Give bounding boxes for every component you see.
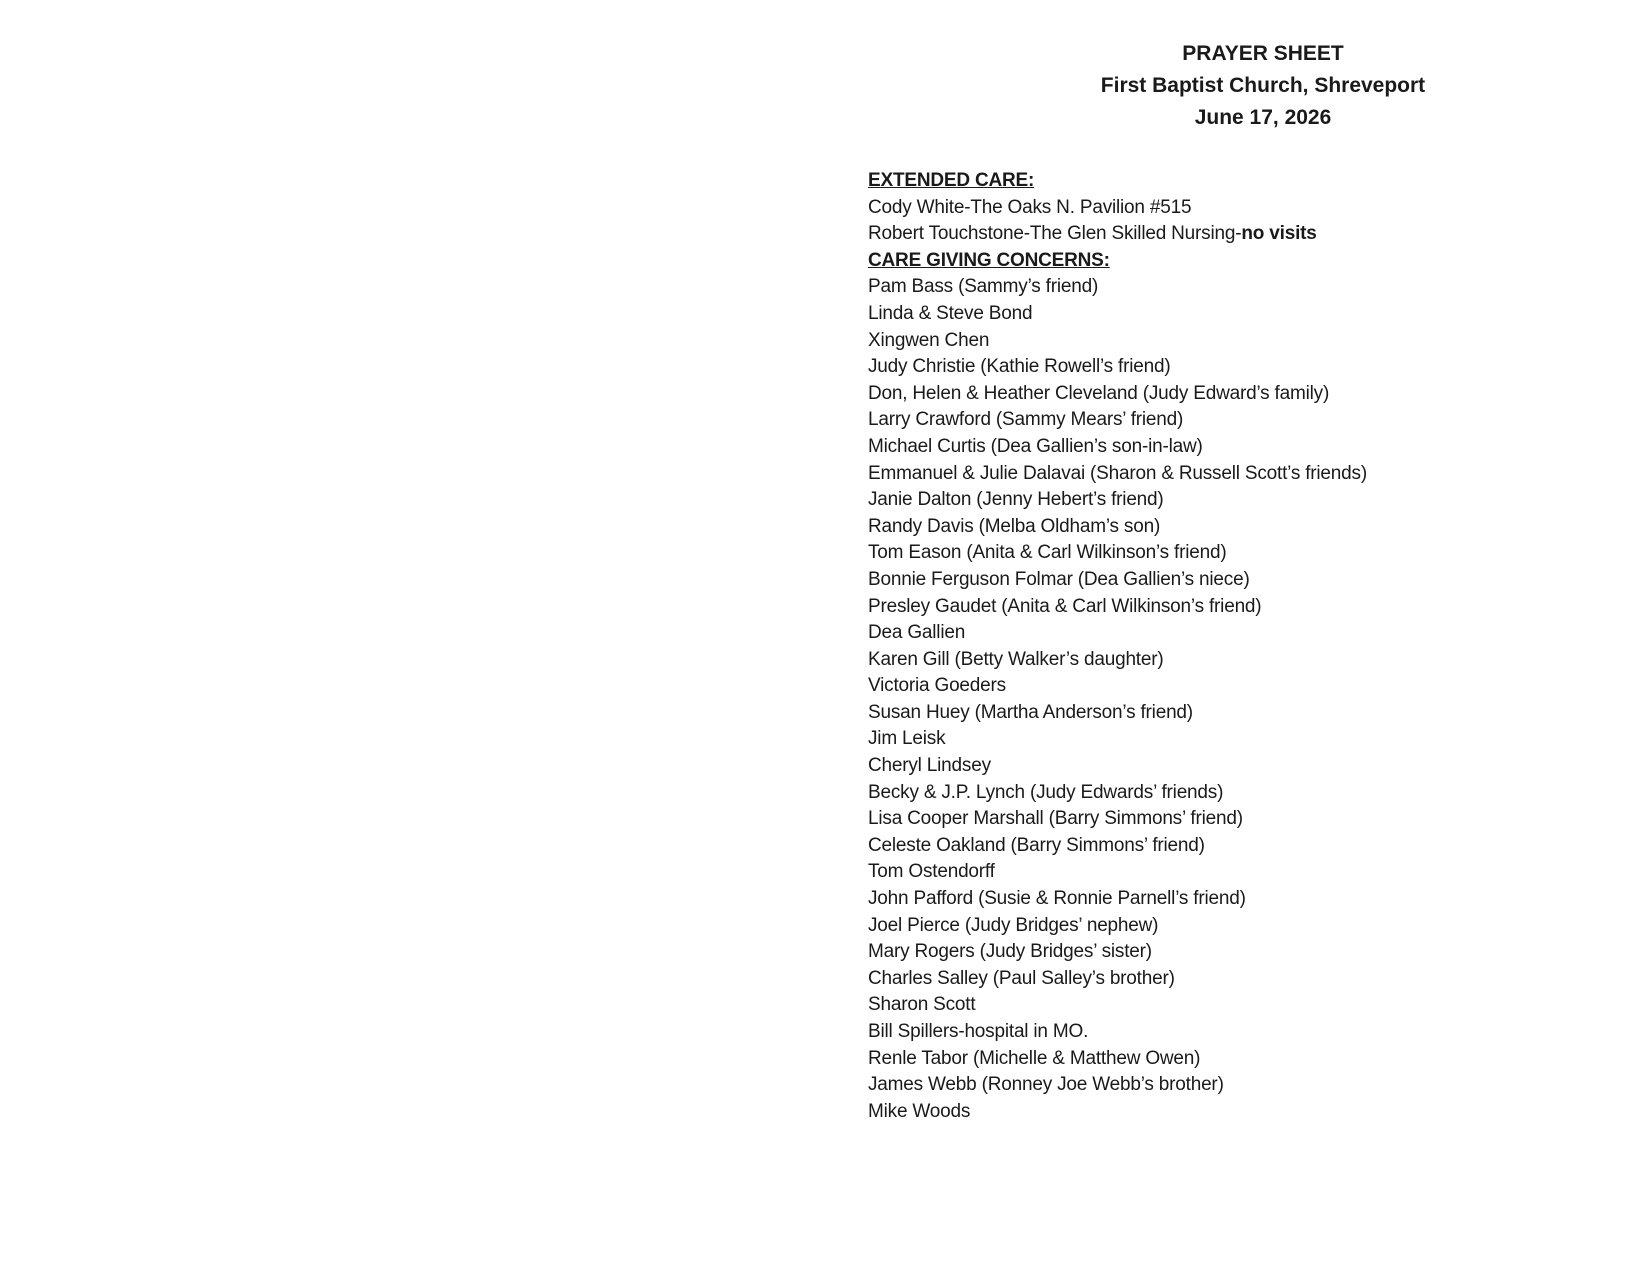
extended-care-heading: EXTENDED CARE: xyxy=(868,170,1035,191)
care-giving-item: Janie Dalton (Jenny Hebert’s friend) xyxy=(868,489,1164,511)
extended-care-text: Cody White-The Oaks N. Pavilion #515 xyxy=(868,196,1192,218)
care-giving-item: Randy Davis (Melba Oldham’s son) xyxy=(868,515,1161,537)
care-giving-item: Charles Salley (Paul Salley’s brother) xyxy=(868,967,1175,989)
care-giving-item: James Webb (Ronney Joe Webb’s brother) xyxy=(868,1074,1224,1096)
prayer-sheet-page xyxy=(868,38,1588,1125)
care-giving-item: Bill Spillers-hospital in MO. xyxy=(868,1021,1089,1042)
extended-care-item xyxy=(868,221,1588,248)
care-giving-item: Cheryl Lindsey xyxy=(868,755,991,777)
care-giving-item: Presley Gaudet (Anita & Carl Wilkinson’s friend) xyxy=(868,595,1262,617)
care-giving-item: Tom Eason (Anita & Carl Wilkinson’s friend) xyxy=(868,542,1227,564)
extended-care-text: Robert Touchstone-The Glen Skilled Nursing- xyxy=(868,223,1242,245)
care-giving-item: Becky & J.P. Lynch (Judy Edwards’ friends) xyxy=(868,781,1224,803)
care-giving-item: Celeste Oakland (Barry Simmons’ friend) xyxy=(868,834,1205,856)
care-giving-item: Xingwen Chen xyxy=(868,329,990,351)
care-giving-item: Renle Tabor (Michelle & Matthew Owen) xyxy=(868,1047,1201,1069)
care-giving-item: Tom Ostendorff xyxy=(868,861,995,883)
church-name: First Baptist Church, Shreveport xyxy=(1100,74,1426,97)
care-giving-heading: CARE GIVING CONCERNS: xyxy=(868,249,1110,271)
care-giving-item: Don, Helen & Heather Cleveland (Judy Edward’s family) xyxy=(868,382,1330,404)
care-giving-item: Sharon Scott xyxy=(868,994,976,1016)
care-giving-item: John Pafford (Susie & Ronnie Parnell’s friend) xyxy=(868,888,1246,910)
extended-care-note: no visits xyxy=(1241,223,1317,245)
care-giving-item: Jim Leisk xyxy=(868,728,946,750)
prayer-list xyxy=(868,168,1588,1125)
care-giving-item: Michael Curtis (Dea Gallien’s son-in-law) xyxy=(868,435,1203,457)
care-giving-list xyxy=(868,274,1588,1125)
care-giving-item: Karen Gill (Betty Walker’s daughter) xyxy=(868,648,1164,670)
care-giving-item: Joel Pierce (Judy Bridges’ nephew) xyxy=(868,914,1159,936)
care-giving-item: Victoria Goeders xyxy=(868,675,1006,697)
care-giving-item: Susan Huey (Martha Anderson’s friend) xyxy=(868,701,1193,723)
sheet-header xyxy=(963,38,1563,134)
care-giving-item: Dea Gallien xyxy=(868,622,966,644)
care-giving-item: Emmanuel & Julie Dalavai (Sharon & Russell Scott’s friends) xyxy=(868,462,1367,484)
care-giving-item: Bonnie Ferguson Folmar (Dea Gallien’s niece) xyxy=(868,568,1250,590)
care-giving-item: Mary Rogers (Judy Bridges’ sister) xyxy=(868,941,1152,963)
care-giving-item: Judy Christie (Kathie Rowell’s friend) xyxy=(868,356,1171,378)
sheet-title: PRAYER SHEET xyxy=(1182,42,1344,65)
extended-care-item xyxy=(868,195,1588,222)
care-giving-item: Larry Crawford (Sammy Mears’ friend) xyxy=(868,409,1184,431)
care-giving-item: Pam Bass (Sammy’s friend) xyxy=(868,276,1099,298)
care-giving-item: Lisa Cooper Marshall (Barry Simmons’ friend) xyxy=(868,808,1243,830)
care-giving-item: Linda & Steve Bond xyxy=(868,302,1033,324)
care-giving-item: Mike Woods xyxy=(868,1100,971,1122)
sheet-date: June 17, 2026 xyxy=(1194,106,1332,129)
